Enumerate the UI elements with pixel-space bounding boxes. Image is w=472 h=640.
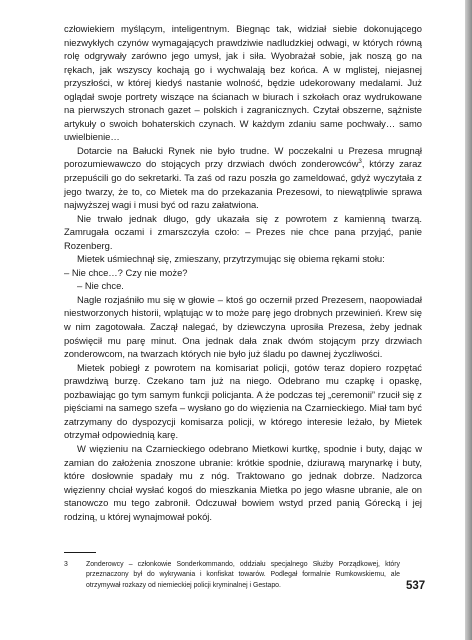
paragraph: Mietek pobiegł z powrotem na komisariat policji, gotów teraz dopiero rozpętać prawdziwą burzę. Czekano tam już na niego. Odebrano mu czapkę i opaskę, pozbawiając go tym samym funkcji policjanta. A że podczas tej „ceremonii” rzucił się z pięściami na samego szefa – wysłano go do więzienia na Czarnieckiego. Miał tam być zatrzymany do dyspozycji komisarza policji, w którego interesie leżało, by Mietek otrzymał odpowiednią karę. [64, 361, 422, 441]
main-text [64, 22, 422, 523]
paragraph: Nagle rozjaśniło mu się w głowie – ktoś go oczernił przed Prezesem, naopowiadał niestworzonych historii, wplątując w to może parę jego drobnych przewinień. Krew się w nim zagotowała. Zaczął nalegać, by dziewczyna uprosiła Prezesa, żeby jednak poświęcił mu parę minut. Ona jednak dała znak dwóm stojącym przy drzwiach zonderowcom, na twarzach których nie było już śladu po dawnej życzliwości. [64, 293, 422, 360]
paragraph-text: , którzy zaraz przepuścili go do sekretarki. Ta zaś od razu poszła go zameldować, gdyż wyczytała z jego twarzy, że to, co Mietek ma do przekazania Prezesowi, to niewątpliwie sprawa najwyższej wagi i musi być od razu załatwiona. [64, 158, 422, 211]
page-number: 537 [406, 580, 426, 592]
paragraph [64, 144, 422, 212]
footnote [64, 560, 400, 591]
paragraph: człowiekiem myślącym, inteligentnym. Biegnąc tak, widział siebie dokonującego niezwykłych czynów wymagających prawdziwie nadludzkiej odwagi, w których równą rolę odgrywały zarówno jego umysł, jak i siła. Wyobrażał sobie, jak noszą go na rękach, jak wszyscy kochają go i wychwalają bez końca. A w mglistej, niejasnej przyszłości, w której kiedyś nastanie wolność, będzie udekorowany medalami. Już oglądał swoje portrety wiszące na ścianach w biurach i szkołach oraz wydrukowane na pierwszych stronach gazet – polskich i zagranicznych. Czytał obszerne, sążniste artykuły o swoich bohaterskich czynach. W każdym zdaniu same pochwały… samo uwielbienie… [64, 23, 422, 143]
dialogue-line: – Nie chce. [77, 280, 124, 292]
paragraph-text: Dotarcie na Bałucki Rynek nie było trudne. W poczekalni u Prezesa mrugnął porozumiewawczo do stojących przy drzwiach dwóch zonderowców [64, 144, 422, 170]
dialogue-line: – Nie chce…? Czy nie może? [64, 266, 188, 278]
footnote-divider [64, 552, 96, 553]
footnote-reference: 3 [358, 159, 362, 166]
paragraph: Mietek uśmiechnął się, zmieszany, przytrzymując się obiema rękami stołu: [77, 253, 385, 265]
page-edge-bar [465, 0, 472, 640]
footnote-text: Zonderowcy – członkowie Sonderkommando, oddziału specjalnego Służby Porządkowej, który przeznaczony był do wykrywania i konfiskat towarów. Podlegał formalnie Rumkowskiemu, ale otrzymywał rozkazy od niemieckiej policji kryminalnej i Gestapo. [86, 561, 400, 589]
footnote-number: 3 [64, 561, 68, 568]
paragraph: W więzieniu na Czarnieckiego odebrano Mietkowi kurtkę, spodnie i buty, dając w zamian do założenia znoszone ubranie: krótkie spodnie, dziurawą marynarkę i buty, które dosłownie spadały mu z nóg. Traktowano go jednak dobrze. Nadzorca więzienny chciał wysłać kogoś do mieszkania Mietka po jego własne ubranie, ale on stanowczo mu tego zabronił. Odczuwał bowiem wstyd przed panią Górecką i jej rodziną, u której wynajmował pokój. [64, 442, 422, 522]
paragraph: Nie trwało jednak długo, gdy ukazała się z powrotem z kamienną twarzą. Zamrugała oczami i zmarszczyła czoło: – Prezes nie chce pana przyjąć, panie Rozenberg. [64, 212, 422, 251]
